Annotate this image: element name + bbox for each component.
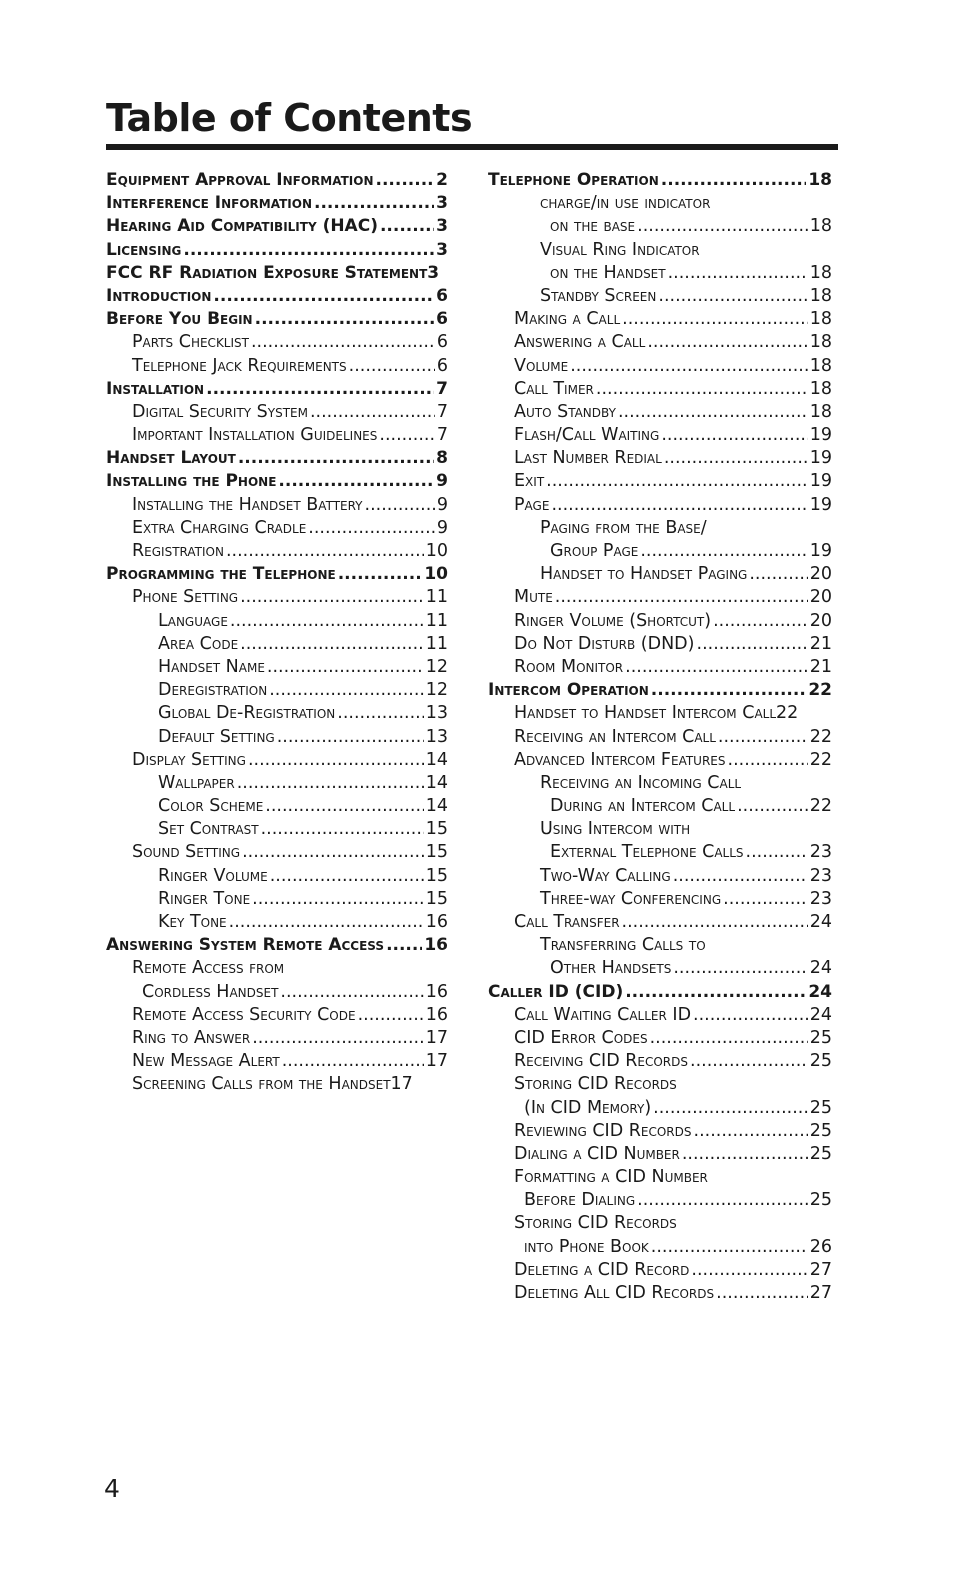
page-title: Table of Contents: [106, 96, 473, 140]
toc-entry[interactable]: Registration ..... 10: [106, 540, 448, 563]
toc-entry[interactable]: (In CID Memory) ..... 25: [488, 1097, 832, 1120]
toc-entry[interactable]: Area Code ..... 11: [106, 633, 448, 656]
toc-entry[interactable]: Before You Begin ..... 6: [106, 308, 448, 331]
toc-entry-line: Storing CID Records: [514, 1074, 677, 1095]
toc-entry[interactable]: Ringer Volume ..... 15: [106, 865, 448, 888]
toc-entry[interactable]: External Telephone Calls ..... 23: [488, 841, 832, 864]
toc-entry[interactable]: Sound Setting ..... 15: [106, 841, 448, 864]
toc-entry[interactable]: Telephone Operation ..... 18: [488, 169, 832, 192]
toc-entry[interactable]: Interference Information ..... 3: [106, 192, 448, 215]
toc-entry[interactable]: Intercom Operation ..... 22: [488, 679, 832, 702]
toc-entry-line: Receiving an Incoming Call: [540, 772, 742, 793]
toc-entry[interactable]: Display Setting ..... 14: [106, 749, 448, 772]
toc-entry[interactable]: Before Dialing ..... 25: [488, 1189, 832, 1212]
toc-entry[interactable]: on the Handset ..... 18: [488, 262, 832, 285]
toc-entry[interactable]: Set Contrast ..... 15: [106, 818, 448, 841]
toc-entry[interactable]: Call Transfer ..... 24: [488, 911, 832, 934]
toc-entry[interactable]: Standby Screen ..... 18: [488, 285, 832, 308]
toc-entry-line: charge/in use indicator: [540, 193, 711, 214]
toc-entry[interactable]: Ring to Answer ..... 17: [106, 1027, 448, 1050]
toc-entry[interactable]: Group Page ..... 19: [488, 540, 832, 563]
toc-entry-line: Paging from the Base/: [540, 517, 707, 538]
toc-entry-line: Formatting a CID Number: [514, 1167, 708, 1188]
toc-entry[interactable]: Extra Charging Cradle ..... 9: [106, 517, 448, 540]
toc-entry[interactable]: Page ..... 19: [488, 494, 832, 517]
toc-entry[interactable]: Ringer Tone ..... 15: [106, 888, 448, 911]
toc-entry[interactable]: Receiving an Intercom Call ..... 22: [488, 726, 832, 749]
toc-entry[interactable]: Deregistration ..... 12: [106, 679, 448, 702]
toc-entry-line: Using Intercom with: [540, 819, 691, 840]
toc-entry[interactable]: Mute ..... 20: [488, 586, 832, 609]
toc-entry-line: Visual Ring Indicator: [540, 239, 700, 260]
toc-entry[interactable]: Hearing Aid Compatibility (HAC) ..... 3: [106, 215, 448, 238]
toc-entry[interactable]: Receiving CID Records ..... 25: [488, 1050, 832, 1073]
toc-entry[interactable]: FCC RF Radiation Exposure Statement 3: [106, 262, 440, 283]
toc-entry[interactable]: Making a Call ..... 18: [488, 308, 832, 331]
toc-entry[interactable]: Language ..... 11: [106, 610, 448, 633]
toc-entry[interactable]: Cordless Handset ..... 16: [106, 981, 448, 1004]
toc-entry[interactable]: Telephone Jack Requirements ..... 6: [106, 355, 448, 378]
toc-entry[interactable]: Handset Name ..... 12: [106, 656, 448, 679]
toc-entry[interactable]: Programming the Telephone ..... 10: [106, 563, 448, 586]
toc-entry[interactable]: Last Number Redial ..... 19: [488, 447, 832, 470]
toc-entry[interactable]: Installing the Phone ..... 9: [106, 470, 448, 493]
toc-entry[interactable]: Exit ..... 19: [488, 470, 832, 493]
toc-entry[interactable]: Installing the Handset Battery ..... 9: [106, 494, 448, 517]
toc-entry[interactable]: Wallpaper ..... 14: [106, 772, 448, 795]
toc-entry[interactable]: Ringer Volume (Shortcut) ..... 20: [488, 610, 832, 633]
toc-entry[interactable]: Licensing ..... 3: [106, 239, 448, 262]
toc-entry[interactable]: Handset to Handset Paging ..... 20: [488, 563, 832, 586]
toc-entry[interactable]: Global De-Registration ..... 13: [106, 702, 448, 725]
toc-column-right: [488, 169, 832, 1305]
toc-entry[interactable]: Handset to Handset Intercom Call 22: [514, 703, 799, 724]
toc-entry[interactable]: Call Waiting Caller ID ..... 24: [488, 1004, 832, 1027]
toc-entry[interactable]: Reviewing CID Records ..... 25: [488, 1120, 832, 1143]
toc-entry[interactable]: Call Timer ..... 18: [488, 378, 832, 401]
toc-entry[interactable]: Do Not Disturb (DND) ..... 21: [488, 633, 832, 656]
toc-entry[interactable]: Two-Way Calling ..... 23: [488, 865, 832, 888]
toc-entry-line: Remote Access from: [132, 958, 285, 979]
toc-entry[interactable]: Deleting a CID Record ..... 27: [488, 1259, 832, 1282]
toc-entry[interactable]: Volume ..... 18: [488, 355, 832, 378]
toc-entry[interactable]: Answering System Remote Access ..... 16: [106, 934, 448, 957]
toc-entry[interactable]: Handset Layout ..... 8: [106, 447, 448, 470]
toc-entry[interactable]: on the base ..... 18: [488, 215, 832, 238]
toc-column-left: [106, 169, 448, 1097]
toc-entry[interactable]: Auto Standby ..... 18: [488, 401, 832, 424]
toc-entry[interactable]: Parts Checklist ..... 6: [106, 331, 448, 354]
toc-entry[interactable]: Dialing a CID Number ..... 25: [488, 1143, 832, 1166]
toc-entry[interactable]: Other Handsets ..... 24: [488, 957, 832, 980]
toc-entry[interactable]: Remote Access Security Code ..... 16: [106, 1004, 448, 1027]
toc-entry[interactable]: Room Monitor ..... 21: [488, 656, 832, 679]
toc-entry[interactable]: Important Installation Guidelines ..... 7: [106, 424, 448, 447]
toc-entry[interactable]: Introduction ..... 6: [106, 285, 448, 308]
toc-entry[interactable]: Screening Calls from the Handset 17: [132, 1074, 413, 1095]
toc-entry[interactable]: Key Tone ..... 16: [106, 911, 448, 934]
toc-entry-line: Storing CID Records: [514, 1213, 677, 1234]
toc-entry[interactable]: Advanced Intercom Features ..... 22: [488, 749, 832, 772]
toc-entry[interactable]: Digital Security System ..... 7: [106, 401, 448, 424]
title-rule: [106, 144, 838, 150]
page-number: 4: [104, 1474, 120, 1503]
toc-entry[interactable]: Equipment Approval Information ..... 2: [106, 169, 448, 192]
toc-entry[interactable]: During an Intercom Call ..... 22: [488, 795, 832, 818]
toc-entry[interactable]: Answering a Call ..... 18: [488, 331, 832, 354]
toc-entry[interactable]: into Phone Book ..... 26: [488, 1236, 832, 1259]
toc-entry[interactable]: CID Error Codes ..... 25: [488, 1027, 832, 1050]
toc-entry[interactable]: Flash/Call Waiting ..... 19: [488, 424, 832, 447]
toc-entry-line: Transferring Calls to: [540, 935, 706, 956]
toc-entry[interactable]: Color Scheme ..... 14: [106, 795, 448, 818]
toc-entry[interactable]: Phone Setting ..... 11: [106, 586, 448, 609]
toc-entry[interactable]: Default Setting ..... 13: [106, 726, 448, 749]
toc-entry[interactable]: Installation ..... 7: [106, 378, 448, 401]
toc-entry[interactable]: New Message Alert ..... 17: [106, 1050, 448, 1073]
toc-entry[interactable]: Deleting All CID Records ..... 27: [488, 1282, 832, 1305]
toc-entry[interactable]: Three-way Conferencing ..... 23: [488, 888, 832, 911]
toc-entry[interactable]: Caller ID (CID) ..... 24: [488, 981, 832, 1004]
